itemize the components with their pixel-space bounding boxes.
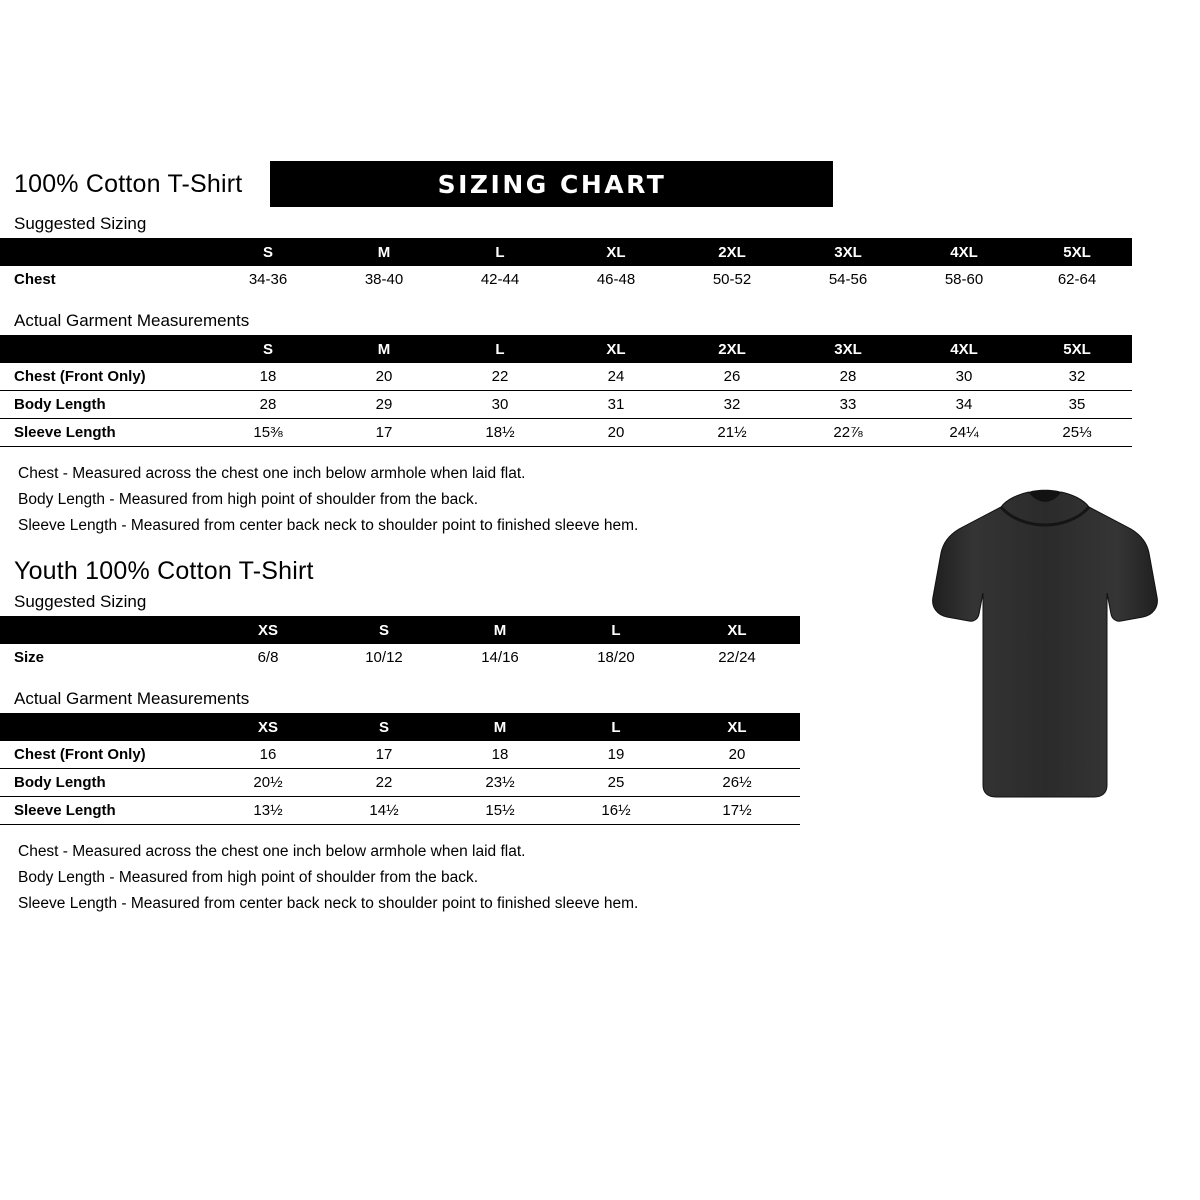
header-cell — [0, 238, 210, 266]
header-cell: XL — [727, 621, 747, 639]
header-cell: 3XL — [834, 243, 862, 261]
row-divider — [0, 446, 1132, 447]
cell: 28 — [259, 396, 277, 413]
cell: 6/8 — [257, 649, 279, 666]
note-body-length: Body Length - Measured from high point of shoulder from the back. — [18, 491, 479, 508]
cell: 16 — [259, 746, 277, 763]
cell: 38-40 — [364, 271, 404, 288]
header-cell: 5XL — [1063, 340, 1091, 358]
cell: 15⅜ — [253, 424, 283, 441]
cell: 16½ — [601, 802, 631, 819]
youth-suggested-sizing-table — [0, 616, 800, 671]
header-cell — [0, 335, 210, 363]
adult-notes — [0, 461, 910, 539]
cell: 26 — [723, 368, 741, 385]
note-sleeve-length: Sleeve Length - Measured from center back neck to shoulder point to finished sleeve hem. — [18, 517, 639, 534]
cell: 17 — [375, 424, 393, 441]
cell: 13½ — [253, 802, 283, 819]
cell: 17½ — [722, 802, 752, 819]
cell: 32 — [1068, 368, 1086, 385]
row-label: Sleeve Length — [14, 802, 116, 819]
header-cell: XL — [606, 340, 626, 358]
cell: 50-52 — [712, 271, 752, 288]
cell: 17 — [375, 746, 393, 763]
table-row — [0, 419, 1132, 447]
cell: 31 — [607, 396, 625, 413]
note-chest: Chest - Measured across the chest one inch below armhole when laid flat. — [18, 465, 526, 482]
header-cell: M — [377, 243, 391, 261]
header-cell: S — [262, 340, 273, 358]
cell: 22⅞ — [833, 424, 863, 441]
header-cell: XS — [257, 718, 278, 736]
cell: 20 — [375, 368, 393, 385]
cell: 35 — [1068, 396, 1086, 413]
youth-actual-measurements-label: Actual Garment Measurements — [14, 689, 250, 708]
row-label: Chest (Front Only) — [14, 746, 146, 763]
cell: 18 — [259, 368, 277, 385]
cell: 58-60 — [944, 271, 984, 288]
table-row — [0, 769, 800, 797]
cell: 10/12 — [365, 649, 403, 666]
header-cell: L — [611, 718, 621, 736]
cell: 20½ — [253, 774, 283, 791]
sizing-chart-banner — [270, 161, 833, 207]
cell: 18 — [491, 746, 509, 763]
header-cell: M — [493, 621, 507, 639]
tshirt-illustration — [895, 485, 1195, 815]
adult-actual-measurements-table — [0, 335, 1132, 447]
header-cell — [0, 713, 210, 741]
table-row — [0, 644, 800, 671]
table-row — [0, 391, 1132, 419]
cell: 42-44 — [480, 271, 520, 288]
row-divider — [0, 824, 800, 825]
cell: 33 — [839, 396, 857, 413]
header-cell: 3XL — [834, 340, 862, 358]
header-cell: S — [262, 243, 273, 261]
youth-notes — [0, 839, 910, 917]
cell: 23½ — [485, 774, 515, 791]
adult-suggested-sizing-table — [0, 238, 1132, 293]
cell: 46-48 — [596, 271, 636, 288]
title-row — [0, 160, 910, 208]
cell: 24 — [607, 368, 625, 385]
header-cell: 4XL — [950, 243, 978, 261]
table-row — [0, 741, 800, 768]
youth-actual-measurements-table — [0, 713, 800, 825]
table-row — [0, 363, 1132, 390]
table-header-row — [0, 713, 800, 741]
header-cell: L — [495, 340, 505, 358]
cell: 22 — [375, 774, 393, 791]
cell: 18½ — [485, 424, 515, 441]
header-cell: S — [378, 718, 389, 736]
header-cell: L — [611, 621, 621, 639]
header-cell: L — [495, 243, 505, 261]
cell: 22 — [491, 368, 509, 385]
cell: 32 — [723, 396, 741, 413]
row-label: Size — [14, 649, 45, 666]
cell: 14/16 — [481, 649, 519, 666]
table-header-row — [0, 335, 1132, 363]
row-label: Sleeve Length — [14, 424, 116, 441]
row-label: Chest — [14, 271, 56, 288]
header-cell — [0, 616, 210, 644]
header-cell: S — [378, 621, 389, 639]
cell: 21½ — [717, 424, 747, 441]
table-header-row — [0, 616, 800, 644]
chart-content — [0, 160, 1097, 917]
cell: 34 — [955, 396, 973, 413]
cell: 18/20 — [597, 649, 635, 666]
youth-suggested-sizing-label: Suggested Sizing — [14, 592, 147, 611]
cell: 30 — [955, 368, 973, 385]
note-body-length: Body Length - Measured from high point of shoulder from the back. — [18, 869, 479, 886]
youth-section-title: Youth 100% Cotton T-Shirt — [14, 557, 314, 585]
cell: 28 — [839, 368, 857, 385]
table-row — [0, 266, 1132, 293]
adult-suggested-sizing-label: Suggested Sizing — [14, 214, 147, 233]
cell: 24¼ — [949, 424, 979, 441]
header-cell: XS — [257, 621, 278, 639]
cell: 22/24 — [718, 649, 756, 666]
cell: 19 — [607, 746, 625, 763]
adult-actual-measurements-label: Actual Garment Measurements — [14, 311, 250, 330]
cell: 25 — [607, 774, 625, 791]
cell: 26½ — [722, 774, 752, 791]
header-cell: 2XL — [718, 340, 746, 358]
row-label: Body Length — [14, 774, 106, 791]
header-cell: 5XL — [1063, 243, 1091, 261]
header-cell: M — [377, 340, 391, 358]
header-cell: 2XL — [718, 243, 746, 261]
page-title: 100% Cotton T-Shirt — [14, 169, 243, 198]
header-cell: 4XL — [950, 340, 978, 358]
row-label: Body Length — [14, 396, 106, 413]
cell: 29 — [375, 396, 393, 413]
table-row — [0, 797, 800, 825]
sizing-chart-banner-label: SIZING CHART — [437, 169, 667, 199]
row-label: Chest (Front Only) — [14, 368, 146, 385]
header-cell: XL — [606, 243, 626, 261]
cell: 62-64 — [1057, 271, 1097, 288]
cell: 34-36 — [248, 271, 288, 288]
cell: 25⅓ — [1062, 424, 1092, 441]
header-cell: M — [493, 718, 507, 736]
cell: 20 — [607, 424, 625, 441]
cell: 15½ — [485, 802, 515, 819]
header-cell: XL — [727, 718, 747, 736]
cell: 54-56 — [828, 271, 868, 288]
cell: 30 — [491, 396, 509, 413]
tshirt-svg — [895, 485, 1195, 815]
note-sleeve-length: Sleeve Length - Measured from center back neck to shoulder point to finished sleeve hem. — [18, 895, 639, 912]
note-chest: Chest - Measured across the chest one inch below armhole when laid flat. — [18, 843, 526, 860]
cell: 20 — [728, 746, 746, 763]
cell: 14½ — [369, 802, 399, 819]
table-header-row — [0, 238, 1132, 266]
